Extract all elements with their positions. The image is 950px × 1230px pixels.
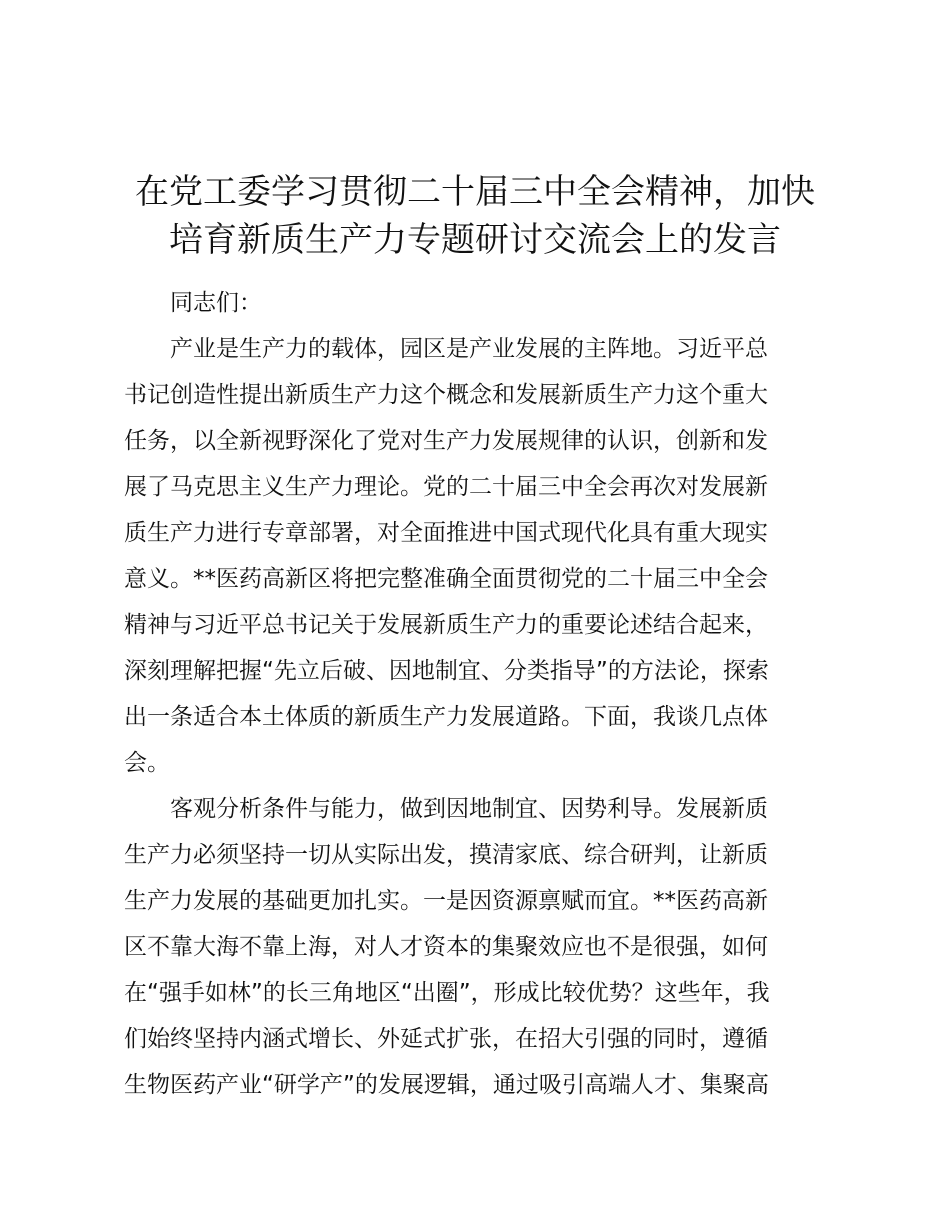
greeting: 同志们：	[170, 290, 262, 316]
paragraph-line: 区不靠大海不靠上海，对人才资本的集聚效应也不是很强，如何	[124, 934, 768, 960]
document-title	[120, 168, 830, 264]
paragraph-line: 精神与习近平总书记关于发展新质生产力的重要论述结合起来，	[124, 612, 768, 638]
paragraph-line: 任务，以全新视野深化了党对生产力发展规律的认识，创新和发	[124, 428, 768, 454]
paragraph-line: 们始终坚持内涵式增长、外延式扩张，在招大引强的同时，遵循	[124, 1026, 768, 1052]
title-line-2: 培育新质生产力专题研讨交流会上的发言	[169, 220, 781, 260]
document-body	[124, 280, 824, 1108]
paragraph-line: 展了马克思主义生产力理论。党的二十届三中全会再次对发展新	[124, 474, 768, 500]
paragraph-line: 在“强手如林”的长三角地区“出圈”，形成比较优势？这些年，我	[124, 980, 770, 1006]
paragraph-1	[124, 326, 824, 786]
paragraph-line: 产业是生产力的载体，园区是产业发展的主阵地。习近平总	[170, 336, 768, 362]
paragraph-line: 生物医药产业“研学产”的发展逻辑，通过吸引高端人才、集聚高	[124, 1072, 769, 1098]
paragraph-line: 生产力发展的基础更加扎实。一是因资源禀赋而宜。**医药高新	[124, 888, 768, 914]
paragraph-line: 生产力必须坚持一切从实际出发，摸清家底、综合研判，让新质	[124, 842, 768, 868]
paragraph-line: 会。	[124, 750, 170, 776]
paragraph-2	[124, 786, 824, 1108]
paragraph-line: 质生产力进行专章部署，对全面推进中国式现代化具有重大现实	[124, 520, 768, 546]
paragraph-line: 出一条适合本土体质的新质生产力发展道路。下面，我谈几点体	[124, 704, 768, 730]
paragraph-line: 意义。**医药高新区将把完整准确全面贯彻党的二十届三中全会	[124, 566, 768, 592]
paragraph-line: 深刻理解把握“先立后破、因地制宜、分类指导”的方法论，探索	[124, 658, 769, 684]
paragraph-line: 书记创造性提出新质生产力这个概念和发展新质生产力这个重大	[124, 382, 768, 408]
title-line-1: 在党工委学习贯彻二十届三中全会精神，加快	[135, 172, 815, 212]
paragraph-line: 客观分析条件与能力，做到因地制宜、因势利导。发展新质	[170, 796, 768, 822]
